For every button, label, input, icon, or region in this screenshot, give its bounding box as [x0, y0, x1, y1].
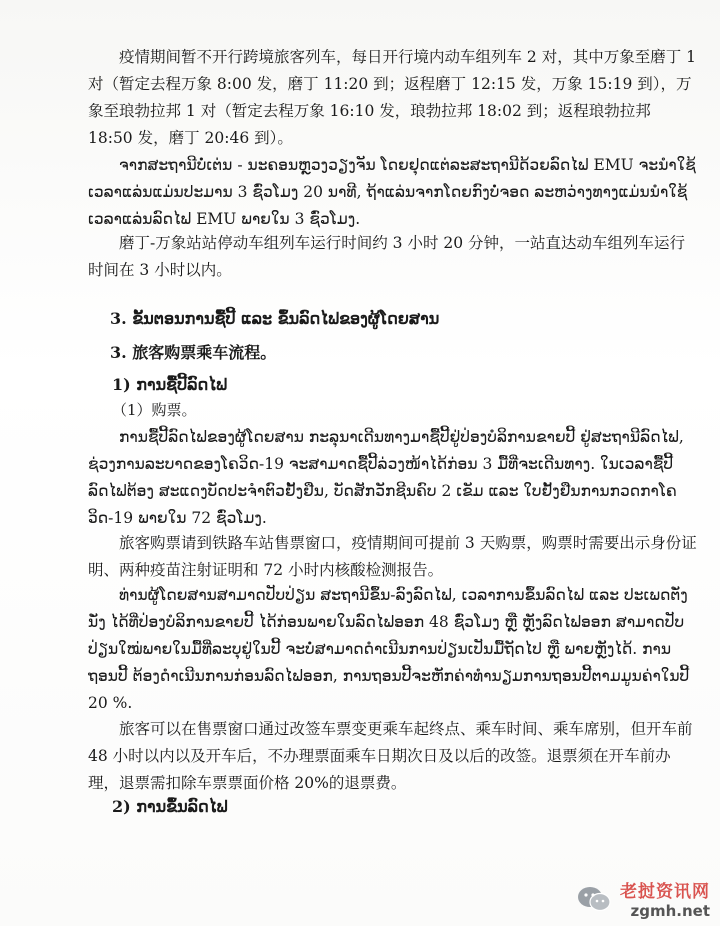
wechat-icon: [576, 885, 612, 913]
watermark-brand: 老挝资讯网: [620, 882, 710, 902]
paragraph-schedule-cn: 疫情期间暂不开行跨境旅客列车，每日开行境内动车组列车 2 对，其中万象至磨丁 1 对（暂定去程万象 8:00 发，磨丁 11:20 到；返程磨丁 12:15 发，万象 15:19 到），万象至琅勃拉邦 1 对（暂定去程万象 16:10 发，琅勃拉邦 18:02 到；返程琅勃拉邦 18:50 发，磨丁 20:46 到）。: [88, 48, 697, 147]
heading-buy-ticket-lao: 1) ການຊື້ປີ້ລົດໄຟ: [112, 375, 228, 394]
watermark: [576, 877, 710, 920]
heading-boarding-lao: 2) ການຂຶ້ນລົດໄຟ: [112, 797, 228, 816]
paragraph-change-refund-lao: ທ່ານຜູ້ໂດຍສານສາມາດປັບປ່ຽນ ສະຖານີຂຶ້ນ-ລົງລົດໄຟ, ເວລາການຂຶ້ນລົດໄຟ ແລະ ປະເພດຕັ່ງນັ່ງ ໄດ້ທີ່ປ່ອງບໍລິການຂາຍປີ້ ໄດ້ກ່ອນພາຍໃນລົດໄຟອອກ 48 ຊົ່ວໂມງ ຫຼື ຫຼັງລົດໄຟອອກ ສາມາດປັບປ່ຽນໃໝ່ພາຍໃນມື້ທີ່ລະບຸຢູ່ໃນປີ້ ຈະບໍ່ສາມາດດໍາເນີນການປ່ຽນເປັນມື້ຖັດໄປ ຫຼື ພາຍຫຼັງໄດ້. ການຖອນປີ້ ຕ້ອງດໍາເນີນການກ່ອນລົດໄຟອອກ, ການຖອນປີ້ຈະຫັກຄ່າທໍານຽມການຖອນປີ້ຕາມມູນຄ່າໃນປີ້ 20 %.: [88, 586, 690, 712]
paragraph-buy-ticket-cn: 旅客购票请到铁路车站售票窗口，疫情期间可提前 3 天购票，购票时需要出示身份证明、两种疫苗注射证明和 72 小时内核酸检测报告。: [88, 534, 697, 579]
paragraph-buy-ticket-lao: ການຊື້ປີ້ລົດໄຟຂອງຜູ້ໂດຍສານ ກະລຸນາເດີນທາງມາຊື້ປີ້ຢູ່ປ່ອງບໍລິການຂາຍປີ້ ຢູ່ສະຖານີລົດໄຟ, ຊ່ວງການລະບາດຂອງໂຄວິດ-19 ຈະສາມາດຊື້ປີ້ລ່ວງໜ້າໄດ້ກ່ອນ 3 ມື້ທີ່ຈະເດີນທາງ. ໃນເວລາຊື້ປີ້ລົດໄຟຕ້ອງ ສະແດງບັດປະຈໍາຕົວຢັ້ງຢືນ, ບັດສັກວັກຊີນຄົບ 2 ເຂັມ ແລະ ໃບຢັ້ງຢືນການກວດກາໂຄວິດ-19 ພາຍໃນ 72 ຊົ່ວໂມງ.: [88, 428, 684, 527]
heading-section3-lao: 3. ຂັ້ນຕອນການຊື້ປີ້ ແລະ ຂຶ້ນລົດໄຟຂອງຜູ້ໂດຍສານ: [110, 309, 440, 328]
heading-section3-cn: 3. 旅客购票乘车流程。: [110, 343, 277, 362]
paragraph-change-refund-cn: 旅客可以在售票窗口通过改签车票变更乘车起终点、乘车时间、乘车席别，但开车前 48 小时以内以及开车后，不办理票面乘车日期次日及以后的改签。退票须在开车前办理，退票需扣除车票票面价格 20%的退票费。: [88, 720, 693, 792]
subheading-buy-ticket-cn: （1）购票。: [112, 401, 197, 419]
paragraph-runtime-lao: ຈາກສະຖານີບໍ່ເຕ່ນ - ນະຄອນຫຼວງວຽງຈັນ ໂດຍຢຸດແຕ່ລະສະຖານີດ້ວຍລົດໄຟ EMU ຈະນໍາໃຊ້ເວລາແລ່ນແມ່ນປະມານ 3 ຊົ່ວໂມງ 20 ນາທີ, ຖ້າແລ່ນຈາກໂດຍກົງບໍ່ຈອດ ລະຫວ່າງທາງແມ່ນນໍາໃຊ້ເວລາແລ່ນລົດໄຟ EMU ພາຍໃນ 3 ຊົ່ວໂມງ.: [88, 156, 696, 228]
paragraph-runtime-cn: 磨丁-万象站站停动车组列车运行时间约 3 小时 20 分钟，一站直达动车组列车运行时间在 3 小时以内。: [88, 234, 686, 279]
watermark-url: zgmh.net: [630, 902, 710, 920]
